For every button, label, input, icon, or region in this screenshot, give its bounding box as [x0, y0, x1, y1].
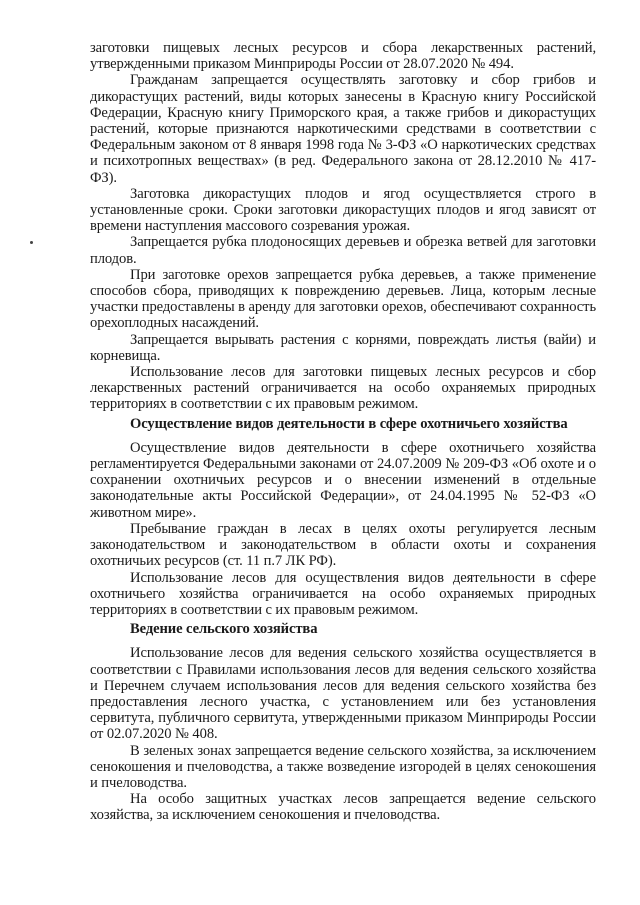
document-page — [90, 40, 596, 824]
paragraph: Использование лесов для ведения сельского хозяйства осуществляется в соответствии с Правилами использования лесов для ведения сельского хозяйства и Перечнем случаем использования лесов для ведения сельского хозяйства без предоставления лесного участка, с установлением или без установления сервитута, публичного сервитута, утвержденными приказом Минприроды России от 02.07.2020 № 408. — [90, 645, 596, 743]
paragraph: Запрещается рубка плодоносящих деревьев и обрезка ветвей для заготовки плодов. — [90, 234, 596, 267]
section-heading: Осуществление видов деятельности в сфере охотничьего хозяйства — [130, 415, 568, 432]
paragraph: Пребывание граждан в лесах в целях охоты регулируется лесным законодательством и законодательством в области охоты и сохранения охотничьих ресурсов (ст. 11 п.7 ЛК РФ). — [90, 520, 596, 570]
paragraph: Гражданам запрещается осуществлять заготовку и сбор грибов и дикорастущих растений, виды которых занесены в Красную книгу Российской Федерации, Красную книгу Приморского края, а также грибов и дикорастущих растений, которые признаются наркотическими средствами в соответствии с Федеральным законом от 8 января 1998 года № 3-ФЗ «О наркотических средствах и психотропных веществах» (в ред. Федерального закона от 28.12.2010 № 417-ФЗ). — [90, 72, 596, 186]
scan-dot-mark — [30, 241, 33, 244]
paragraph: Использование лесов для заготовки пищевых лесных ресурсов и сбор лекарственных растений ограничивается на особо охраняемых природных территориях в соответствии с их правовым режимом. — [90, 364, 596, 413]
paragraph: В зеленых зонах запрещается ведение сельского хозяйства, за исключением сенокошения и пчеловодства, а также возведение изгородей в целях сенокошения и пчеловодства. — [90, 742, 596, 791]
section-heading: Ведение сельского хозяйства — [130, 621, 318, 638]
paragraph: Использование лесов для осуществления видов деятельности в сфере охотничьего хозяйства ограничивается на особо охраняемых природных территориях в соответствии с их правовым режимом. — [90, 569, 596, 618]
paragraph: При заготовке орехов запрещается рубка деревьев, а также применение способов сбора, приводящих к повреждению деревьев. Лица, которым лесные участки предоставлены в аренду для заготовки орехов, обеспечивают сохранность орехоплодных насаждений. — [90, 266, 596, 332]
paragraph: заготовки пищевых лесных ресурсов и сбора лекарственных растений, утвержденными приказом Минприроды России от 28.07.2020 № 494. — [90, 40, 596, 73]
paragraph: Заготовка дикорастущих плодов и ягод осуществляется строго в установленные сроки. Сроки заготовки дикорастущих плодов и ягод зависят от времени наступления массового созревания урожая. — [90, 185, 596, 235]
paragraph: Осуществление видов деятельности в сфере охотничьего хозяйства регламентируется Федеральными законами от 24.07.2009 № 209-ФЗ «Об охоте и о сохранении охотничьих ресурсов и о внесении изменений в отдельные законодательные акты Российской Федерации», от 24.04.1995 № 52-ФЗ «О животном мире». — [90, 439, 596, 521]
paragraph: Запрещается вырывать растения с корнями, повреждать листья (вайи) и корневища. — [90, 331, 596, 364]
paragraph: На особо защитных участках лесов запрещается ведение сельского хозяйства, за исключением сенокошения и пчеловодства. — [90, 791, 596, 824]
